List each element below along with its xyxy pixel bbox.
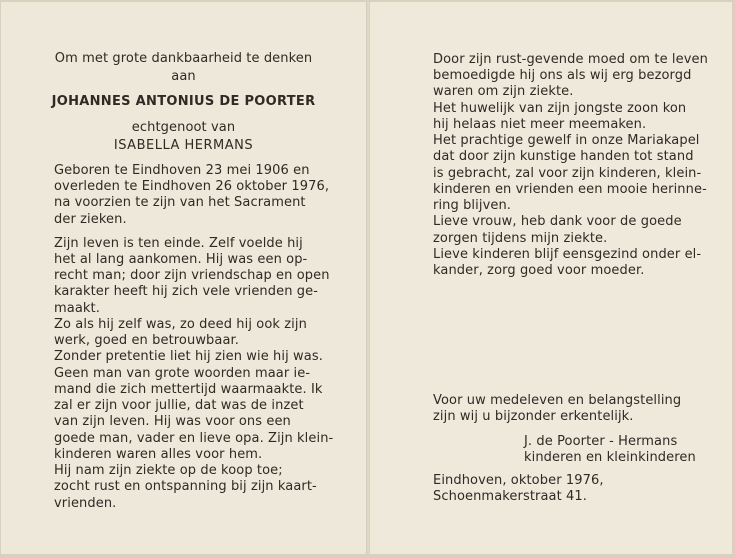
left-page	[1, 2, 366, 554]
body-line: het al lang aankomen. Hij was een op-	[54, 252, 308, 267]
body-line: hij helaas niet meer meemaken.	[433, 117, 647, 132]
deceased-name: JOHANNES ANTONIUS DE POORTER	[51, 94, 316, 109]
body-line: Geen man van grote woorden maar ie-	[54, 366, 311, 381]
thanks-line: Voor uw medeleven en belangstelling	[433, 393, 682, 408]
intro-line: Om met grote dankbaarheid te denken	[54, 51, 313, 66]
body-line: zal er zijn voor jullie, dat was de inzet	[54, 398, 304, 413]
body-line: recht man; door zijn vriendschap en open	[54, 268, 330, 283]
body-line: maakt.	[54, 301, 100, 316]
body-line: vrienden.	[54, 496, 117, 511]
body-line: zorgen tijdens mijn ziekte.	[433, 231, 608, 246]
body-line: Door zijn rust-gevende moed om te leven	[433, 52, 708, 67]
body-line: bemoedigde hij ons als wij erg bezorgd	[433, 68, 692, 83]
bio-line: overleden te Eindhoven 26 oktober 1976,	[54, 179, 330, 194]
body-line: werk, goed en betrouwbaar.	[54, 333, 240, 348]
family-signature-line: kinderen en kleinkinderen	[524, 450, 696, 465]
bio-line: der zieken.	[54, 212, 127, 227]
body-line: kander, zorg goed voor moeder.	[433, 263, 645, 278]
spouse-name: ISABELLA HERMANS	[113, 138, 254, 153]
body-line: zocht rust en ontspanning bij zijn kaart-	[54, 479, 317, 494]
body-line: Lieve vrouw, heb dank voor de goede	[433, 214, 682, 229]
bio-line: Geboren te Eindhoven 23 mei 1906 en	[54, 163, 310, 178]
intro-line-aan: aan	[171, 69, 196, 84]
body-line: Het huwelijk van zijn jongste zoon kon	[433, 101, 687, 116]
body-line: kinderen en vrienden een mooie herinne-	[433, 182, 707, 197]
family-signature: J. de Poorter - Hermans	[524, 434, 678, 449]
body-line: Zonder pretentie liet hij zien wie hij was.	[54, 349, 323, 364]
place-date: Eindhoven, oktober 1976,	[433, 473, 604, 488]
body-line: mand die zich mettertijd waarmaakte. Ik	[54, 382, 323, 397]
body-line: waren om zijn ziekte.	[433, 84, 574, 99]
body-line: van zijn leven. Hij was voor ons een	[54, 414, 291, 429]
street-address: Schoenmakerstraat 41.	[433, 489, 588, 504]
body-line: karakter heeft hij zich vele vrienden ge-	[54, 284, 319, 299]
body-line: kinderen waren alles voor hem.	[54, 447, 263, 462]
body-line: goede man, vader en lieve opa. Zijn klein-	[54, 431, 334, 446]
body-line: Zijn leven is ten einde. Zelf voelde hij	[54, 236, 303, 251]
body-line: is gebracht, zal voor zijn kinderen, klein-	[433, 166, 702, 181]
body-line: Het prachtige gewelf in onze Mariakapel	[433, 133, 700, 148]
body-line: Zo als hij zelf was, zo deed hij ook zijn	[54, 317, 307, 332]
bio-line: na voorzien te zijn van het Sacrament	[54, 195, 306, 210]
memorial-card	[1, 2, 732, 554]
body-line: ring blijven.	[433, 198, 512, 213]
body-line: dat door zijn kunstige handen tot stand	[433, 149, 694, 164]
spouse-label: echtgenoot van	[131, 120, 236, 135]
body-line: Hij nam zijn ziekte op de koop toe;	[54, 463, 283, 478]
thanks-line: zijn wij u bijzonder erkentelijk.	[433, 409, 634, 424]
body-line: Lieve kinderen blijf eensgezind onder el-	[433, 247, 702, 262]
right-page	[370, 2, 732, 554]
